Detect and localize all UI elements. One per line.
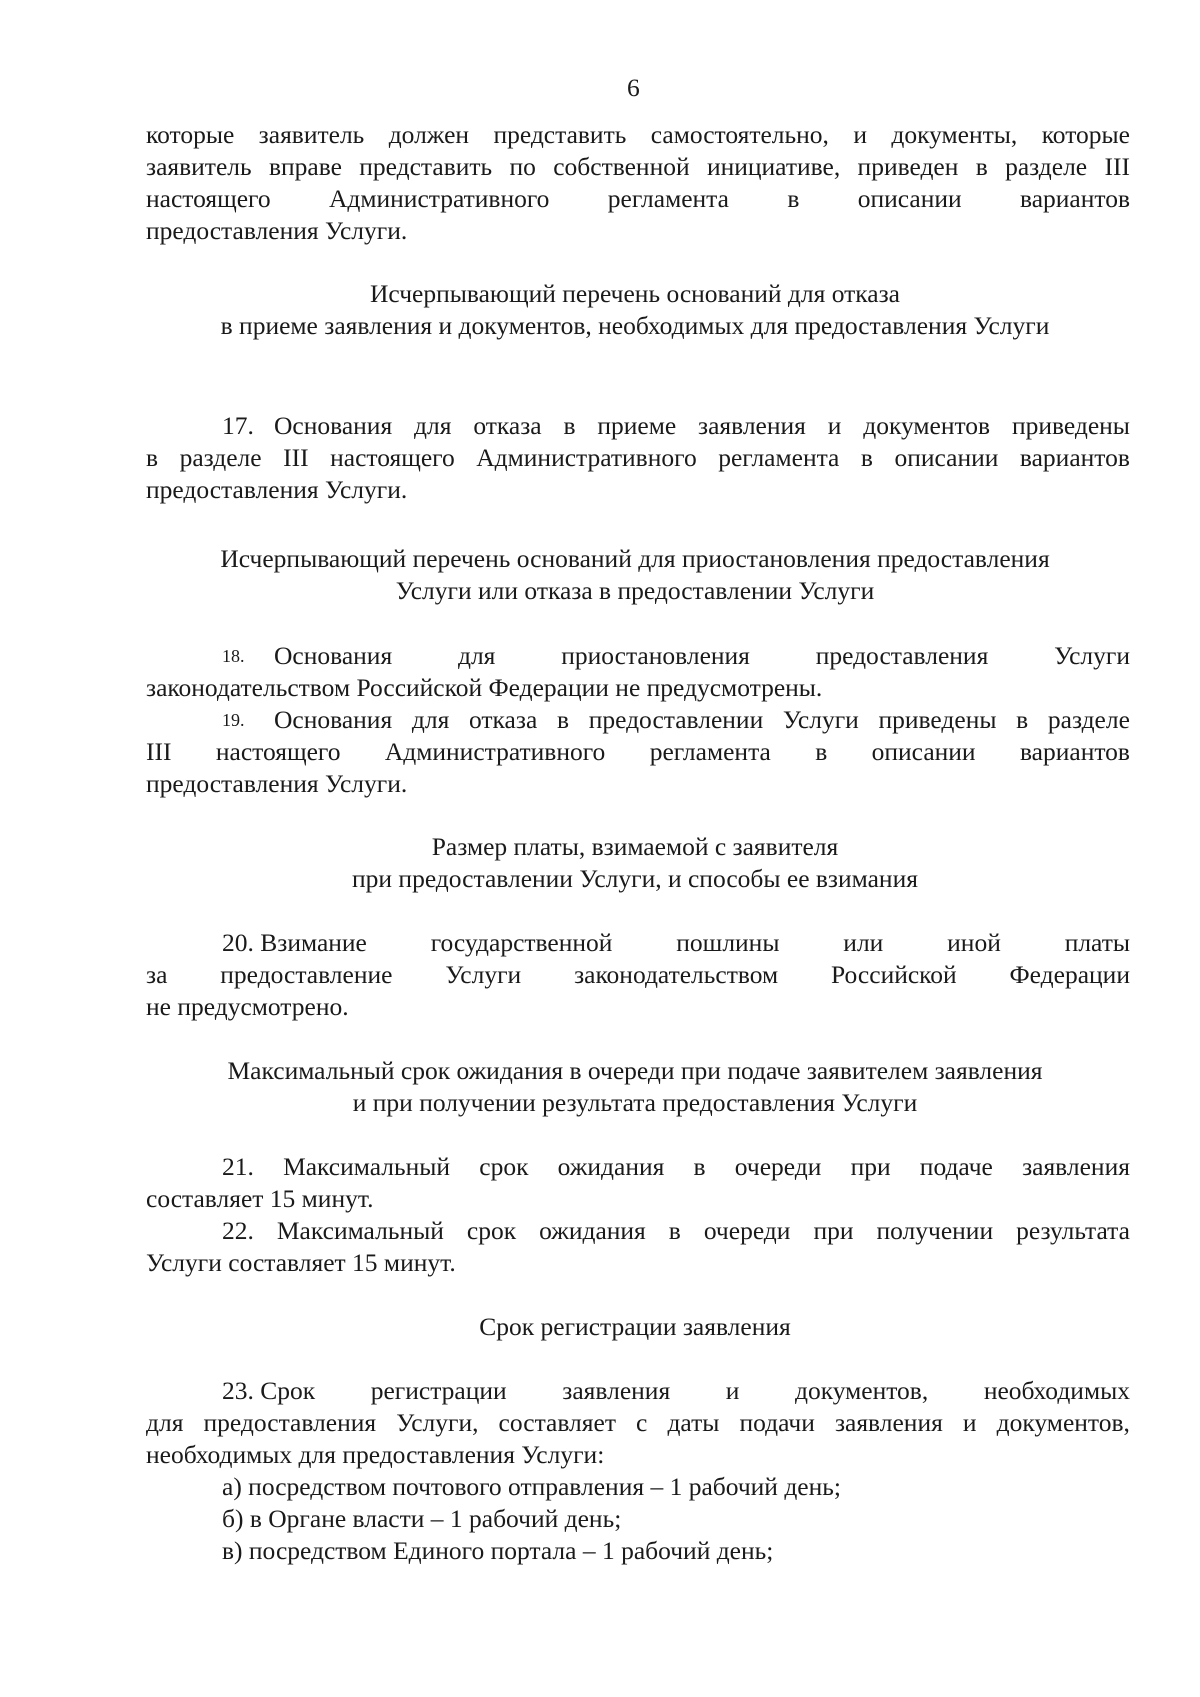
word: в [693, 1152, 706, 1181]
word: вариантов [1019, 443, 1130, 472]
word: государственной [430, 928, 613, 957]
word: подаче [919, 1152, 993, 1181]
word: законодательством [574, 960, 779, 989]
word: предоставления [203, 1408, 377, 1437]
word: Услуги, [396, 1408, 479, 1437]
word: регламента [718, 443, 840, 472]
word: должен [388, 120, 470, 149]
word: в [975, 152, 988, 181]
paragraph-20-line-2 [146, 959, 1130, 991]
word: предоставления [815, 641, 989, 670]
word: самостоятельно, [650, 120, 829, 149]
paragraph-20-line-3: не предусмотрено. [146, 992, 349, 1021]
word: документов [863, 411, 991, 440]
word: срок [479, 1152, 529, 1181]
word: в [815, 737, 828, 766]
word: представить [359, 152, 493, 181]
paragraph-17-line-2 [146, 442, 1130, 474]
word: Федерации [1009, 960, 1130, 989]
heading-registration: Срок регистрации заявления [479, 1312, 791, 1341]
paragraph-18-line-1 [274, 640, 1130, 672]
word: в [1016, 705, 1029, 734]
word: вариантов [1019, 737, 1130, 766]
word: срок [466, 1216, 517, 1245]
word: очереди [734, 1152, 822, 1181]
intro-line-3 [146, 183, 1130, 215]
paragraph-19-number: 19. [222, 710, 245, 730]
word: получении [876, 1216, 994, 1245]
paragraph-23-line-2 [146, 1407, 1130, 1439]
word: Российской [831, 960, 957, 989]
word: и [853, 120, 867, 149]
word: Административного [476, 443, 697, 472]
word: платы [1064, 928, 1130, 957]
word: составляет [498, 1408, 616, 1437]
word: в [556, 705, 570, 734]
word: предоставление [220, 960, 393, 989]
word: настоящего [330, 443, 455, 472]
heading-refusal-acceptance-1: Исчерпывающий перечень оснований для отказа [370, 279, 900, 308]
heading-fee-2: при предоставлении Услуги, и способы ее взимания [352, 864, 918, 893]
word: вариантов [1020, 184, 1130, 213]
paragraph-22-line-1 [222, 1215, 1130, 1247]
word: очереди [703, 1216, 791, 1245]
paragraph-17-number: 17. [222, 411, 254, 440]
word: в [146, 443, 159, 472]
heading-suspension-2: Услуги или отказа в предоставлении Услуги [395, 576, 875, 605]
paragraph-23-line-1 [222, 1375, 1130, 1407]
word: приведены [1011, 411, 1130, 440]
word: отказа [473, 411, 542, 440]
word: Основания [274, 641, 393, 670]
word: даты [667, 1408, 720, 1437]
word: настоящего [215, 737, 341, 766]
word: разделе [179, 443, 262, 472]
word: в [668, 1216, 681, 1245]
paragraph-17-line-1 [274, 410, 1130, 442]
word: представить [493, 120, 627, 149]
word: инициативе, [706, 152, 841, 181]
heading-refusal-acceptance-2: в приеме заявления и документов, необходимых для предоставления Услуги [220, 311, 1050, 340]
word: которые [146, 120, 235, 149]
word: заявления [562, 1376, 671, 1405]
word: разделе [1047, 705, 1130, 734]
list-item: б) в Органе власти – 1 рабочий день; [222, 1504, 622, 1533]
paragraph-19-line-3: предоставления Услуги. [146, 769, 408, 798]
word: необходимых [983, 1376, 1130, 1405]
word: отказа [469, 705, 538, 734]
word: Административного [384, 737, 606, 766]
word: иной [947, 928, 1001, 957]
word: заявитель [146, 152, 252, 181]
heading-queue-1: Максимальный срок ожидания в очереди при подаче заявителем заявления [227, 1056, 1043, 1085]
paragraph-21-line-2: составляет 15 минут. [146, 1184, 374, 1213]
word: за [146, 960, 168, 989]
paragraph-19-line-1 [274, 704, 1130, 736]
word: описании [894, 443, 999, 472]
word: предоставлении [588, 705, 764, 734]
word: вправе [268, 152, 342, 181]
word: документов, [794, 1376, 929, 1405]
word: для [457, 641, 496, 670]
word: III [146, 737, 172, 766]
word: регламента [607, 184, 729, 213]
paragraph-19-line-2 [146, 736, 1130, 768]
word: Основания [274, 705, 393, 734]
word: и [962, 1408, 977, 1437]
word: заявления [698, 411, 806, 440]
word: Административного [328, 184, 550, 213]
word: Основания [274, 411, 393, 440]
word: регистрации [370, 1376, 507, 1405]
paragraph-23-line-3: необходимых для предоставления Услуги: [146, 1440, 605, 1469]
word: заявитель [258, 120, 365, 149]
page-number: 6 [627, 73, 640, 102]
word: в [787, 184, 800, 213]
word: с [636, 1408, 648, 1437]
word: документов, [996, 1408, 1130, 1437]
word: Услуги [1054, 641, 1130, 670]
intro-line-4: предоставления Услуги. [146, 216, 408, 245]
word: ожидания [539, 1216, 646, 1245]
list-item: в) посредством Единого портала – 1 рабочий день; [222, 1536, 774, 1565]
list-item: а) посредством почтового отправления – 1 рабочий день; [222, 1472, 841, 1501]
word: пошлины [676, 928, 780, 957]
intro-line-2 [146, 151, 1130, 183]
word: для [411, 705, 450, 734]
word: регламента [649, 737, 771, 766]
word: документы, [891, 120, 1018, 149]
word: собственной [553, 152, 690, 181]
word: заявления [834, 1408, 943, 1437]
word: описании [857, 184, 962, 213]
heading-queue-2: и при получении результата предоставления Услуги [352, 1088, 918, 1117]
word: III [283, 443, 309, 472]
word: при [813, 1216, 854, 1245]
word: 22. [222, 1216, 254, 1245]
word: и [725, 1376, 740, 1405]
heading-suspension-1: Исчерпывающий перечень оснований для приостановления предоставления [220, 544, 1050, 573]
word: для [146, 1408, 184, 1437]
word: приведен [857, 152, 959, 181]
word: 21. [222, 1152, 254, 1181]
word: при [850, 1152, 891, 1181]
paragraph-22-line-2: Услуги составляет 15 минут. [146, 1248, 456, 1277]
word: описании [871, 737, 976, 766]
word: для [414, 411, 452, 440]
word: III [1104, 152, 1130, 181]
word: Услуги [445, 960, 522, 989]
word: в [563, 411, 576, 440]
paragraph-18-number: 18. [222, 646, 245, 666]
intro-line-1 [146, 119, 1130, 151]
word: настоящего [146, 184, 271, 213]
word: приостановления [561, 641, 750, 670]
word: заявления [1022, 1152, 1130, 1181]
word: ожидания [557, 1152, 665, 1181]
paragraph-20-line-1 [222, 927, 1130, 959]
word: 23. Срок [222, 1376, 316, 1405]
word: результата [1016, 1216, 1130, 1245]
word: 20. Взимание [222, 928, 367, 957]
word: и [827, 411, 842, 440]
word: Услуги [782, 705, 859, 734]
word: приеме [597, 411, 677, 440]
word: или [843, 928, 884, 957]
word: которые [1041, 120, 1130, 149]
word: подачи [739, 1408, 815, 1437]
word: разделе [1005, 152, 1088, 181]
word: в [860, 443, 873, 472]
word: приведены [878, 705, 997, 734]
paragraph-21-line-1 [222, 1151, 1130, 1183]
paragraph-18-line-2: законодательством Российской Федерации не предусмотрены. [146, 673, 823, 702]
word: по [509, 152, 536, 181]
word: Максимальный [276, 1216, 444, 1245]
word: Максимальный [283, 1152, 451, 1181]
heading-fee-1: Размер платы, взимаемой с заявителя [431, 832, 839, 861]
paragraph-17-line-3: предоставления Услуги. [146, 475, 408, 504]
